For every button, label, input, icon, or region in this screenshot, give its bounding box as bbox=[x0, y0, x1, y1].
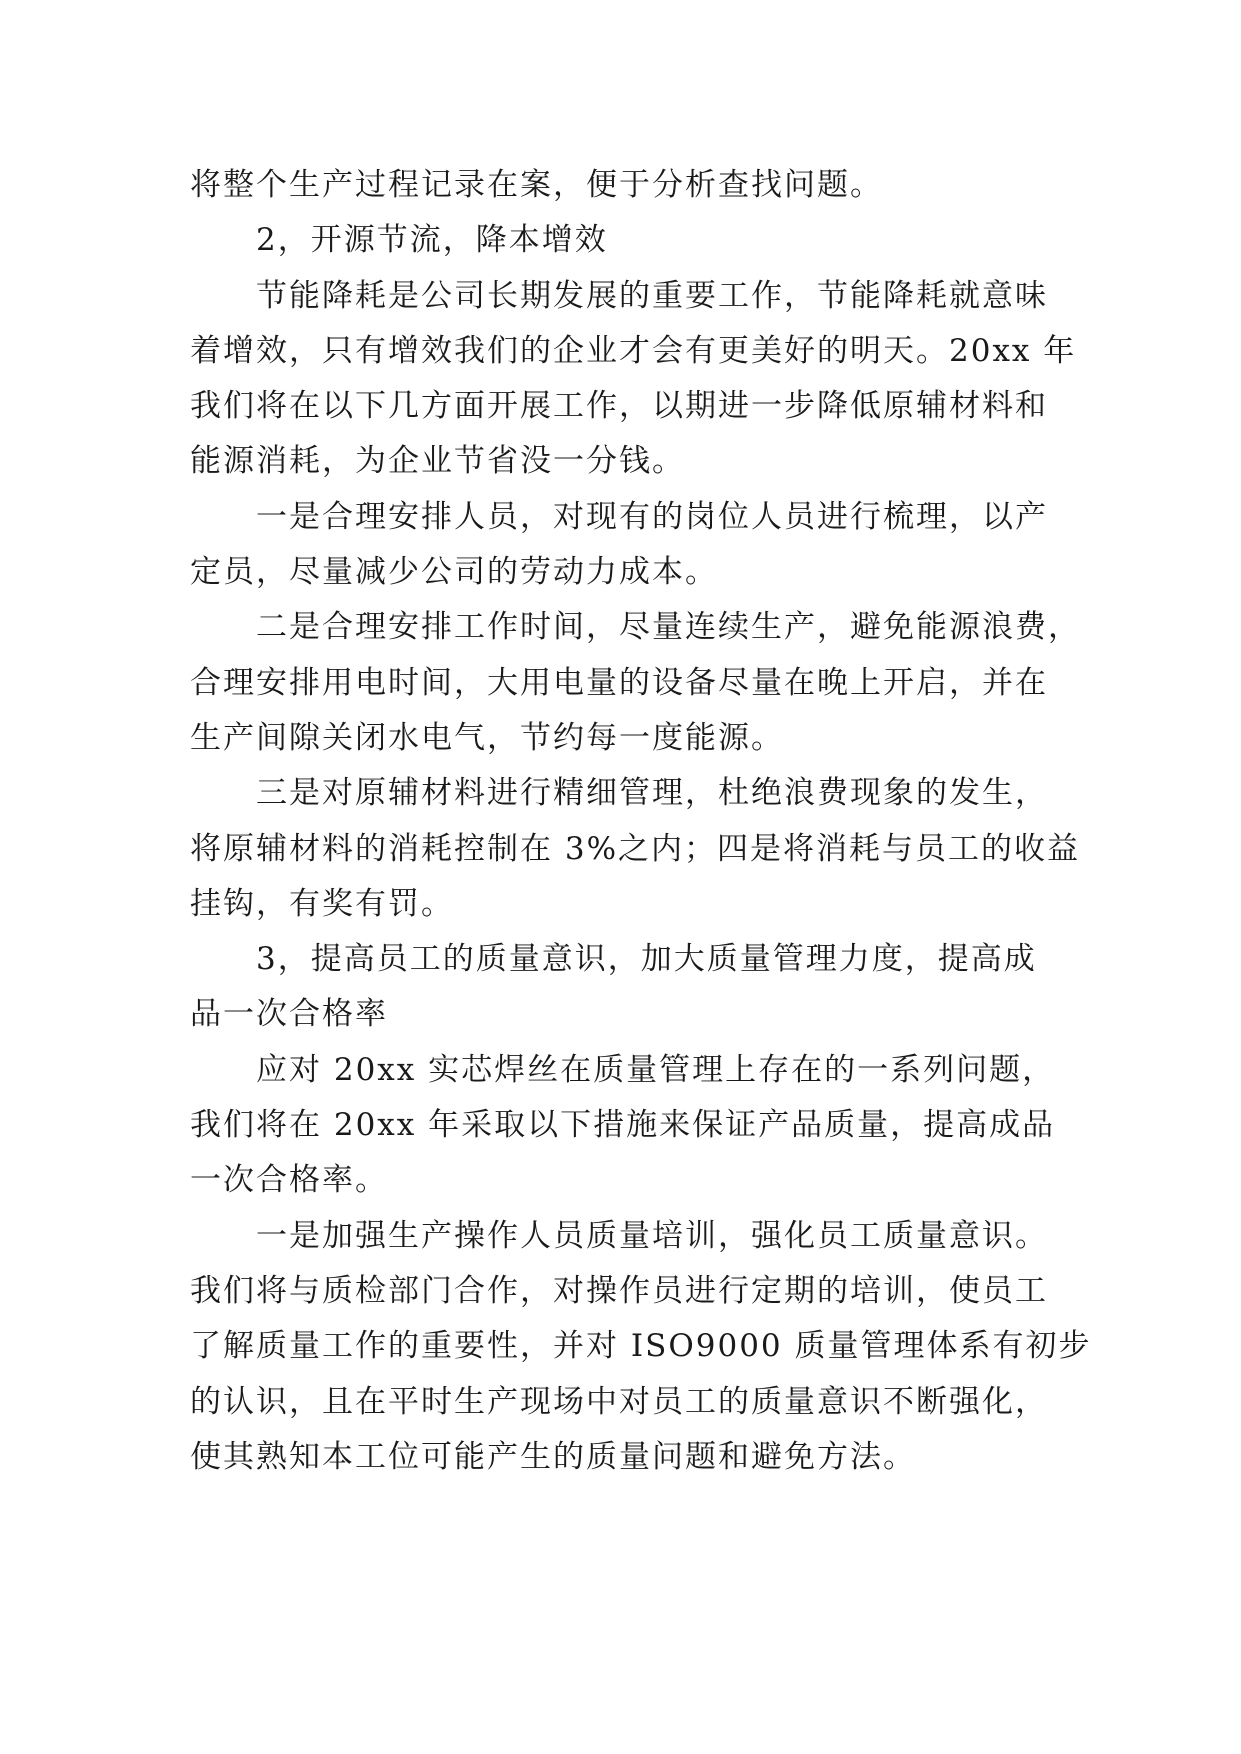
text-line: 一次合格率。 bbox=[190, 1162, 388, 1199]
text-line: 2，开源节流，降本增效 bbox=[256, 222, 608, 259]
text-line: 一是合理安排人员，对现有的岗位人员进行梳理，以产 bbox=[256, 498, 1048, 535]
text-line: 应对 20xx 实芯焊丝在质量管理上存在的一系列问题， bbox=[256, 1051, 1056, 1088]
text-line: 将原辅材料的消耗控制在 3%之内；四是将消耗与员工的收益 bbox=[190, 830, 1081, 867]
text-line: 我们将在以下几方面开展工作，以期进一步降低原辅材料和 bbox=[190, 388, 1048, 425]
text-line: 二是合理安排工作时间，尽量连续生产，避免能源浪费， bbox=[256, 609, 1081, 646]
text-line: 节能降耗是公司长期发展的重要工作，节能降耗就意味 bbox=[256, 277, 1048, 314]
text-line: 挂钩，有奖有罚。 bbox=[190, 885, 454, 922]
text-line: 着增效，只有增效我们的企业才会有更美好的明天。20xx 年 bbox=[190, 332, 1077, 369]
text-line: 的认识，且在平时生产现场中对员工的质量意识不断强化， bbox=[190, 1383, 1048, 1420]
text-line: 能源消耗，为企业节省没一分钱。 bbox=[190, 443, 685, 480]
text-line: 合理安排用电时间，大用电量的设备尽量在晚上开启，并在 bbox=[190, 664, 1048, 701]
document-body bbox=[190, 158, 1092, 1485]
text-line: 生产间隙关闭水电气，节约每一度能源。 bbox=[190, 719, 784, 756]
text-line: 使其熟知本工位可能产生的质量问题和避免方法。 bbox=[190, 1438, 916, 1475]
text-line: 3，提高员工的质量意识，加大质量管理力度，提高成 bbox=[256, 941, 1037, 978]
text-line: 我们将与质检部门合作，对操作员进行定期的培训，使员工 bbox=[190, 1272, 1048, 1309]
text-line: 三是对原辅材料进行精细管理，杜绝浪费现象的发生， bbox=[256, 775, 1048, 812]
text-line: 定员，尽量减少公司的劳动力成本。 bbox=[190, 554, 718, 591]
text-line: 了解质量工作的重要性，并对 ISO9000 质量管理体系有初步 bbox=[190, 1328, 1092, 1365]
text-line: 一是加强生产操作人员质量培训，强化员工质量意识。 bbox=[256, 1217, 1048, 1254]
text-line: 将整个生产过程记录在案，便于分析查找问题。 bbox=[190, 167, 883, 203]
text-line: 我们将在 20xx 年采取以下措施来保证产品质量，提高成品 bbox=[190, 1107, 1056, 1144]
text-line: 品一次合格率 bbox=[190, 996, 388, 1033]
